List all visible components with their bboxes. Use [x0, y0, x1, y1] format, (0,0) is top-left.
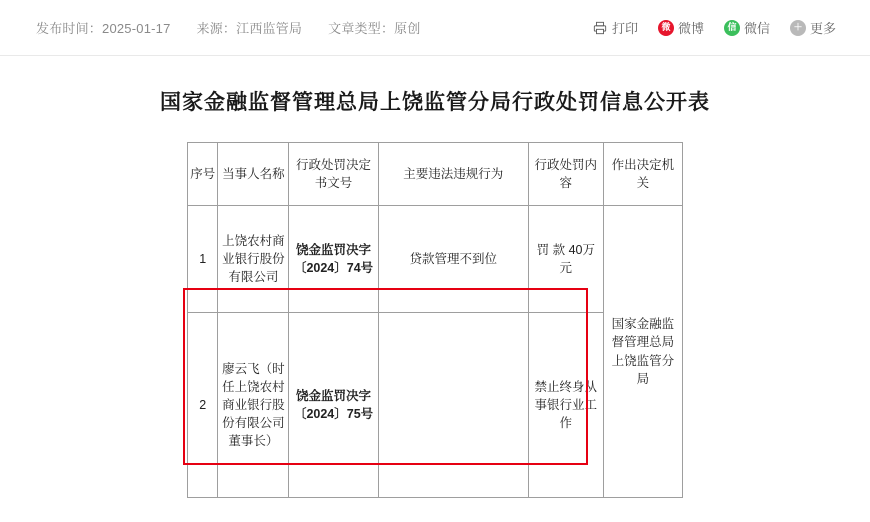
- cell-docno-2: 饶金监罚决字〔2024〕75号: [289, 313, 378, 498]
- wechat-icon: 信: [724, 20, 740, 36]
- cell-fact-1: 贷款管理不到位: [378, 206, 528, 313]
- weibo-share-button[interactable]: [658, 18, 704, 37]
- header-cell-docno: 行政处罚决定书文号: [289, 143, 378, 206]
- cell-fact-2: [378, 313, 528, 498]
- wechat-share-button[interactable]: [724, 18, 770, 37]
- more-label: 更多: [809, 21, 836, 36]
- source: [197, 18, 303, 37]
- cell-content-1: 罚 款 40万元: [528, 206, 603, 313]
- article-type-value: 原创: [394, 21, 421, 36]
- cell-party-1: 上饶农村商业银行股份有限公司: [218, 206, 289, 313]
- cell-org-merged: 国家金融监督管理总局上饶监管分局: [603, 206, 682, 498]
- source-label: 来源：: [196, 21, 237, 36]
- print-button[interactable]: [592, 18, 638, 37]
- wechat-label: 微信: [743, 21, 770, 36]
- cell-docno-1: 饶金监罚决字〔2024〕74号: [289, 206, 378, 313]
- plus-icon: ＋: [790, 20, 806, 36]
- printer-icon: [592, 20, 608, 36]
- penalty-table: [187, 142, 683, 498]
- page-title: 国家金融监督管理总局上饶监管分局行政处罚信息公开表: [160, 91, 710, 114]
- print-label: 打印: [611, 21, 638, 36]
- cell-party-2: 廖云飞（时任上饶农村商业银行股份有限公司董事长）: [218, 313, 289, 498]
- article-type: [328, 18, 420, 37]
- source-value: 江西监管局: [236, 21, 303, 36]
- header-cell-fact: 主要违法违规行为: [378, 143, 528, 206]
- article-meta-left: [36, 18, 421, 37]
- cell-content-2: 禁止终身从事银行业工作: [528, 313, 603, 498]
- table-row: [188, 206, 683, 313]
- publish-time: [36, 18, 171, 37]
- table-header-row: [188, 143, 683, 206]
- article-type-label: 文章类型：: [328, 21, 395, 36]
- article-meta-bar: [0, 0, 870, 56]
- share-toolbar: [572, 18, 836, 37]
- publish-time-value: 2025-01-17: [102, 21, 171, 36]
- header-cell-content: 行政处罚内容: [528, 143, 603, 206]
- weibo-label: 微博: [677, 21, 704, 36]
- penalty-table-wrapper: [0, 142, 870, 498]
- cell-no-2: 2: [188, 313, 218, 498]
- weibo-icon: 微: [658, 20, 674, 36]
- cell-no-1: 1: [188, 206, 218, 313]
- publish-time-label: 发布时间：: [36, 21, 103, 36]
- more-share-button[interactable]: [790, 18, 836, 37]
- header-cell-org: 作出决定机关: [603, 143, 682, 206]
- header-cell-party: 当事人名称: [218, 143, 289, 206]
- header-cell-no: 序号: [188, 143, 218, 206]
